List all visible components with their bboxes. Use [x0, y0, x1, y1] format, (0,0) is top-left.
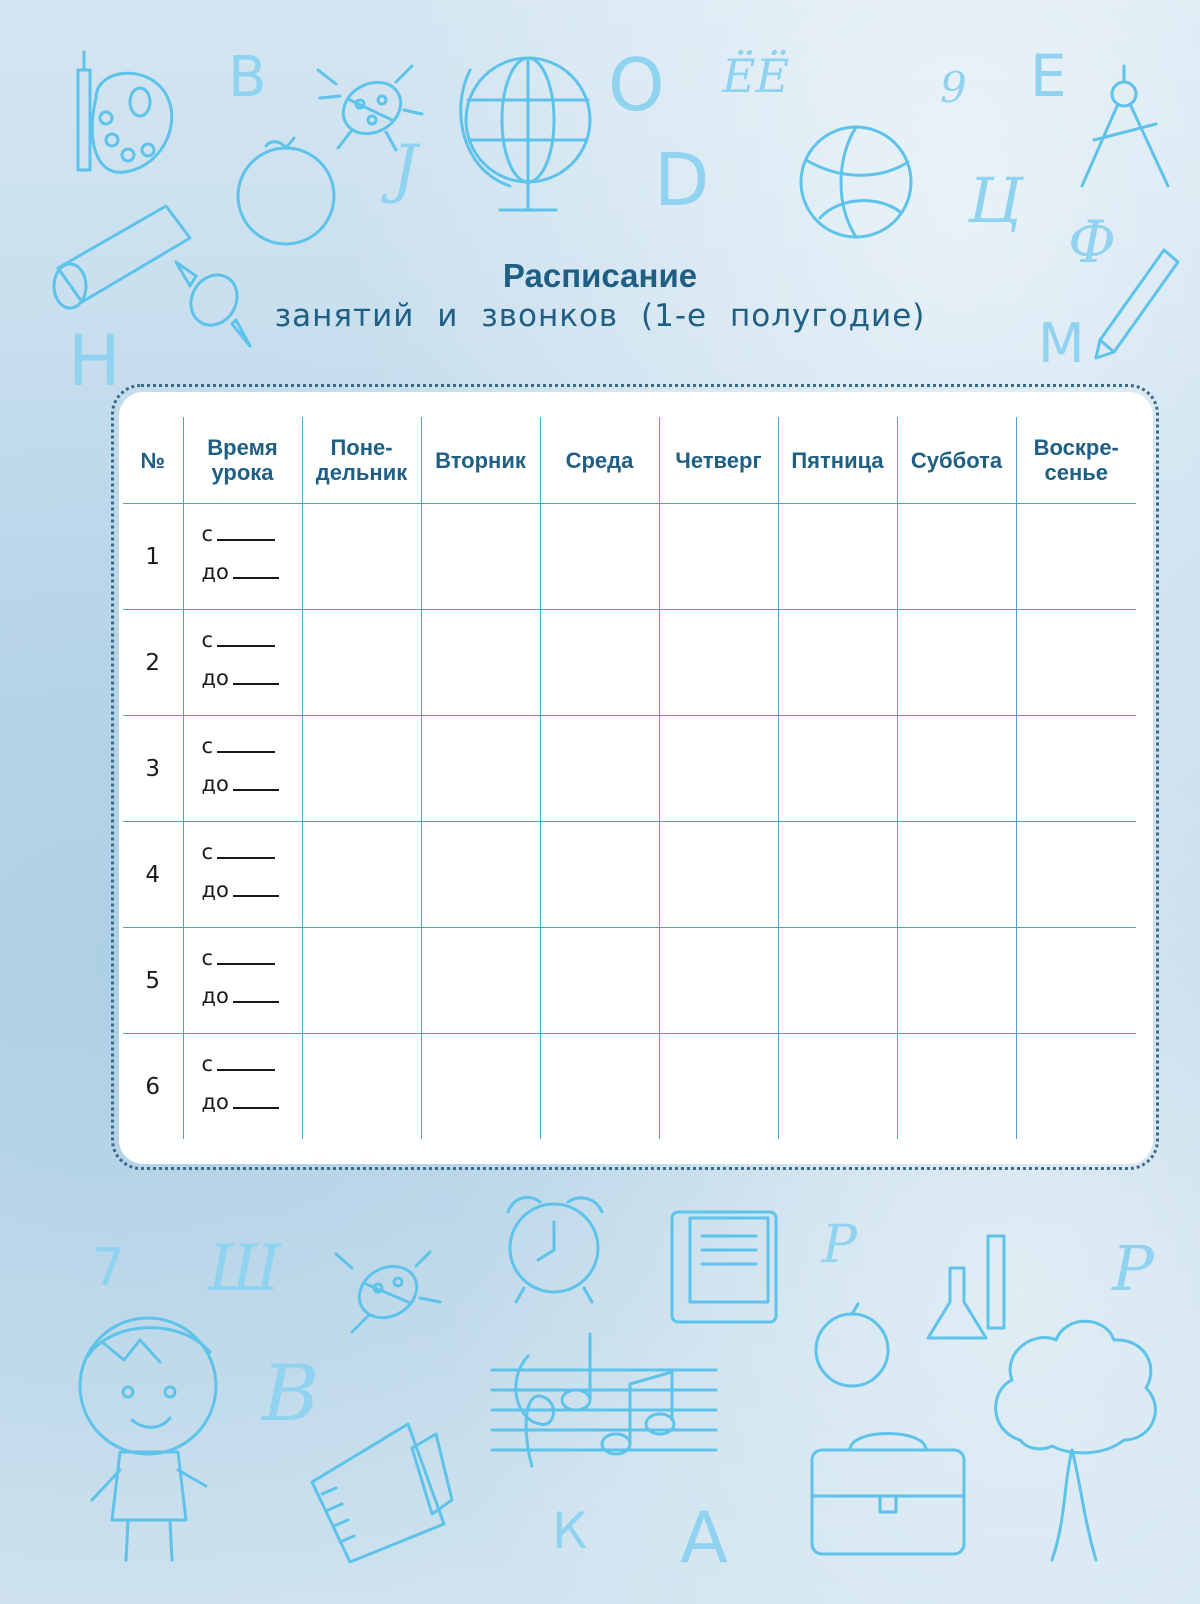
- schedule-cell-monday[interactable]: [302, 504, 421, 610]
- schedule-cell-monday[interactable]: [302, 822, 421, 928]
- schedule-cell-sunday[interactable]: [1016, 822, 1136, 928]
- globe-icon: [461, 58, 590, 210]
- lesson-time-cell[interactable]: [183, 504, 302, 610]
- schedule-cell-saturday[interactable]: [897, 716, 1016, 822]
- time-from-blank[interactable]: [217, 519, 275, 541]
- header-row: [123, 417, 1136, 504]
- letter-k: К: [552, 1502, 588, 1560]
- basketball-icon: [801, 127, 911, 237]
- book-icon: [672, 1212, 776, 1322]
- letter-f: Ф: [1068, 208, 1117, 276]
- schedule-cell-saturday[interactable]: [897, 504, 1016, 610]
- apple-icon-bottom: [816, 1304, 888, 1386]
- time-to-blank[interactable]: [233, 663, 279, 685]
- schedule-cell-tuesday[interactable]: [421, 822, 540, 928]
- time-to-label: до: [201, 983, 229, 1008]
- time-to-label: до: [201, 877, 229, 902]
- letter-9: 9: [940, 63, 967, 112]
- schedule-table: [123, 417, 1136, 1139]
- table-row: [123, 822, 1136, 928]
- letter-m: M: [1038, 312, 1085, 375]
- time-to-label: до: [201, 665, 229, 690]
- table-row: [123, 1034, 1136, 1140]
- schedule-cell-friday[interactable]: [778, 1034, 897, 1140]
- schedule-cell-monday[interactable]: [302, 716, 421, 822]
- ladybug-icon-bottom: [336, 1252, 440, 1332]
- schedule-cell-tuesday[interactable]: [421, 504, 540, 610]
- letter-j: J: [392, 132, 418, 206]
- page-subtitle: занятий и звонков (1-е полугодие): [274, 298, 926, 334]
- apple-icon: [238, 138, 334, 244]
- flask-icon: [928, 1236, 1004, 1338]
- lesson-number: 4: [123, 822, 183, 928]
- header-wednesday: Среда: [540, 417, 659, 504]
- schedule-cell-sunday[interactable]: [1016, 928, 1136, 1034]
- schedule-cell-friday[interactable]: [778, 716, 897, 822]
- letter-sh: Ш: [208, 1232, 282, 1306]
- time-to-label: до: [201, 1089, 229, 1114]
- lesson-time-cell[interactable]: [183, 716, 302, 822]
- schedule-cell-friday[interactable]: [778, 610, 897, 716]
- schedule-cell-wednesday[interactable]: [540, 928, 659, 1034]
- schedule-cell-saturday[interactable]: [897, 610, 1016, 716]
- time-to-blank[interactable]: [233, 875, 279, 897]
- schedule-cell-monday[interactable]: [302, 928, 421, 1034]
- time-to-blank[interactable]: [233, 769, 279, 791]
- schedule-cell-sunday[interactable]: [1016, 610, 1136, 716]
- title-block: [0, 256, 1200, 336]
- time-from-blank[interactable]: [217, 731, 275, 753]
- time-to-blank[interactable]: [233, 557, 279, 579]
- table-row: [123, 716, 1136, 822]
- tree-icon: [996, 1321, 1156, 1560]
- header-time: Время урока: [183, 417, 302, 504]
- time-from-label: с: [201, 945, 214, 970]
- palette-icon: [78, 52, 172, 172]
- schedule-cell-wednesday[interactable]: [540, 610, 659, 716]
- header-sunday: Воскре- сенье: [1016, 417, 1136, 504]
- notebook-icon: [312, 1424, 452, 1562]
- briefcase-icon: [812, 1434, 964, 1555]
- letter-e: E: [1030, 42, 1067, 110]
- schedule-cell-saturday[interactable]: [897, 822, 1016, 928]
- schedule-cell-wednesday[interactable]: [540, 504, 659, 610]
- header-number: №: [123, 417, 183, 504]
- lesson-time-cell[interactable]: [183, 610, 302, 716]
- schedule-cell-thursday[interactable]: [659, 504, 778, 610]
- header-thursday: Четверг: [659, 417, 778, 504]
- table-row: [123, 928, 1136, 1034]
- lesson-time-cell[interactable]: [183, 1034, 302, 1140]
- schedule-cell-saturday[interactable]: [897, 1034, 1016, 1140]
- schedule-cell-monday[interactable]: [302, 610, 421, 716]
- lesson-number: 1: [145, 543, 161, 570]
- schedule-cell-sunday[interactable]: [1016, 716, 1136, 822]
- boy-icon: [80, 1318, 216, 1560]
- schedule-cell-thursday[interactable]: [659, 928, 778, 1034]
- time-from-label: с: [201, 521, 214, 546]
- letter-r1: Р: [822, 1215, 857, 1275]
- schedule-cell-wednesday[interactable]: [540, 822, 659, 928]
- letter-d: D: [654, 138, 710, 222]
- letter-7: 7: [92, 1238, 126, 1298]
- schedule-cell-wednesday[interactable]: [540, 716, 659, 822]
- time-to-label: до: [201, 771, 229, 796]
- alarm-clock-icon: [508, 1197, 602, 1302]
- schedule-cell-monday[interactable]: [302, 1034, 421, 1140]
- time-to-blank[interactable]: [233, 981, 279, 1003]
- header-monday: Поне- дельник: [302, 417, 421, 504]
- lesson-time-cell[interactable]: [183, 822, 302, 928]
- schedule-cell-tuesday[interactable]: [421, 716, 540, 822]
- table-row: [123, 610, 1136, 716]
- header-tuesday: Вторник: [421, 417, 540, 504]
- schedule-cell-tuesday[interactable]: [421, 928, 540, 1034]
- schedule-cell-thursday[interactable]: [659, 610, 778, 716]
- letter-b: B: [228, 45, 267, 110]
- letter-h: H: [68, 320, 121, 402]
- letter-a: А: [680, 1497, 728, 1579]
- letter-r2: Р: [1112, 1232, 1154, 1305]
- lesson-number: 3: [123, 716, 183, 822]
- schedule-cell-tuesday[interactable]: [421, 610, 540, 716]
- lesson-number: 6: [123, 1034, 183, 1140]
- schedule-cell-tuesday[interactable]: [421, 1034, 540, 1140]
- time-from-blank[interactable]: [217, 943, 275, 965]
- time-to-blank[interactable]: [233, 1087, 279, 1109]
- compass-icon: [1082, 66, 1168, 186]
- lesson-number: 5: [123, 928, 183, 1034]
- lesson-number: 2: [123, 610, 183, 716]
- header-friday: Пятница: [778, 417, 897, 504]
- time-from-label: с: [201, 733, 214, 758]
- time-from-label: с: [201, 839, 214, 864]
- schedule-cell-sunday[interactable]: [1016, 1034, 1136, 1140]
- table-row: [123, 504, 1136, 610]
- letter-o: O: [608, 43, 665, 127]
- time-to-label: до: [201, 559, 229, 584]
- page-title: Расписание: [502, 257, 698, 294]
- schedule-cell-thursday[interactable]: [659, 822, 778, 928]
- schedule-cell-thursday[interactable]: [659, 1034, 778, 1140]
- schedule-cell-sunday[interactable]: [1016, 504, 1136, 610]
- header-saturday: Суббота: [897, 417, 1016, 504]
- schedule-cell-thursday[interactable]: [659, 716, 778, 822]
- time-from-label: с: [201, 1051, 214, 1076]
- letter-v: В: [262, 1349, 320, 1439]
- time-from-blank[interactable]: [217, 625, 275, 647]
- letter-e-cursive: ЁЁ: [722, 49, 790, 103]
- time-from-blank[interactable]: [217, 837, 275, 859]
- letter-ts: Ц: [968, 164, 1023, 237]
- schedule-cell-friday[interactable]: [778, 504, 897, 610]
- schedule-cell-saturday[interactable]: [897, 928, 1016, 1034]
- time-from-blank[interactable]: [217, 1049, 275, 1071]
- time-from-label: с: [201, 627, 214, 652]
- schedule-cell-friday[interactable]: [778, 928, 897, 1034]
- schedule-cell-friday[interactable]: [778, 822, 897, 928]
- music-notes-icon: [492, 1334, 716, 1466]
- lesson-time-cell[interactable]: [183, 928, 302, 1034]
- schedule-cell-wednesday[interactable]: [540, 1034, 659, 1140]
